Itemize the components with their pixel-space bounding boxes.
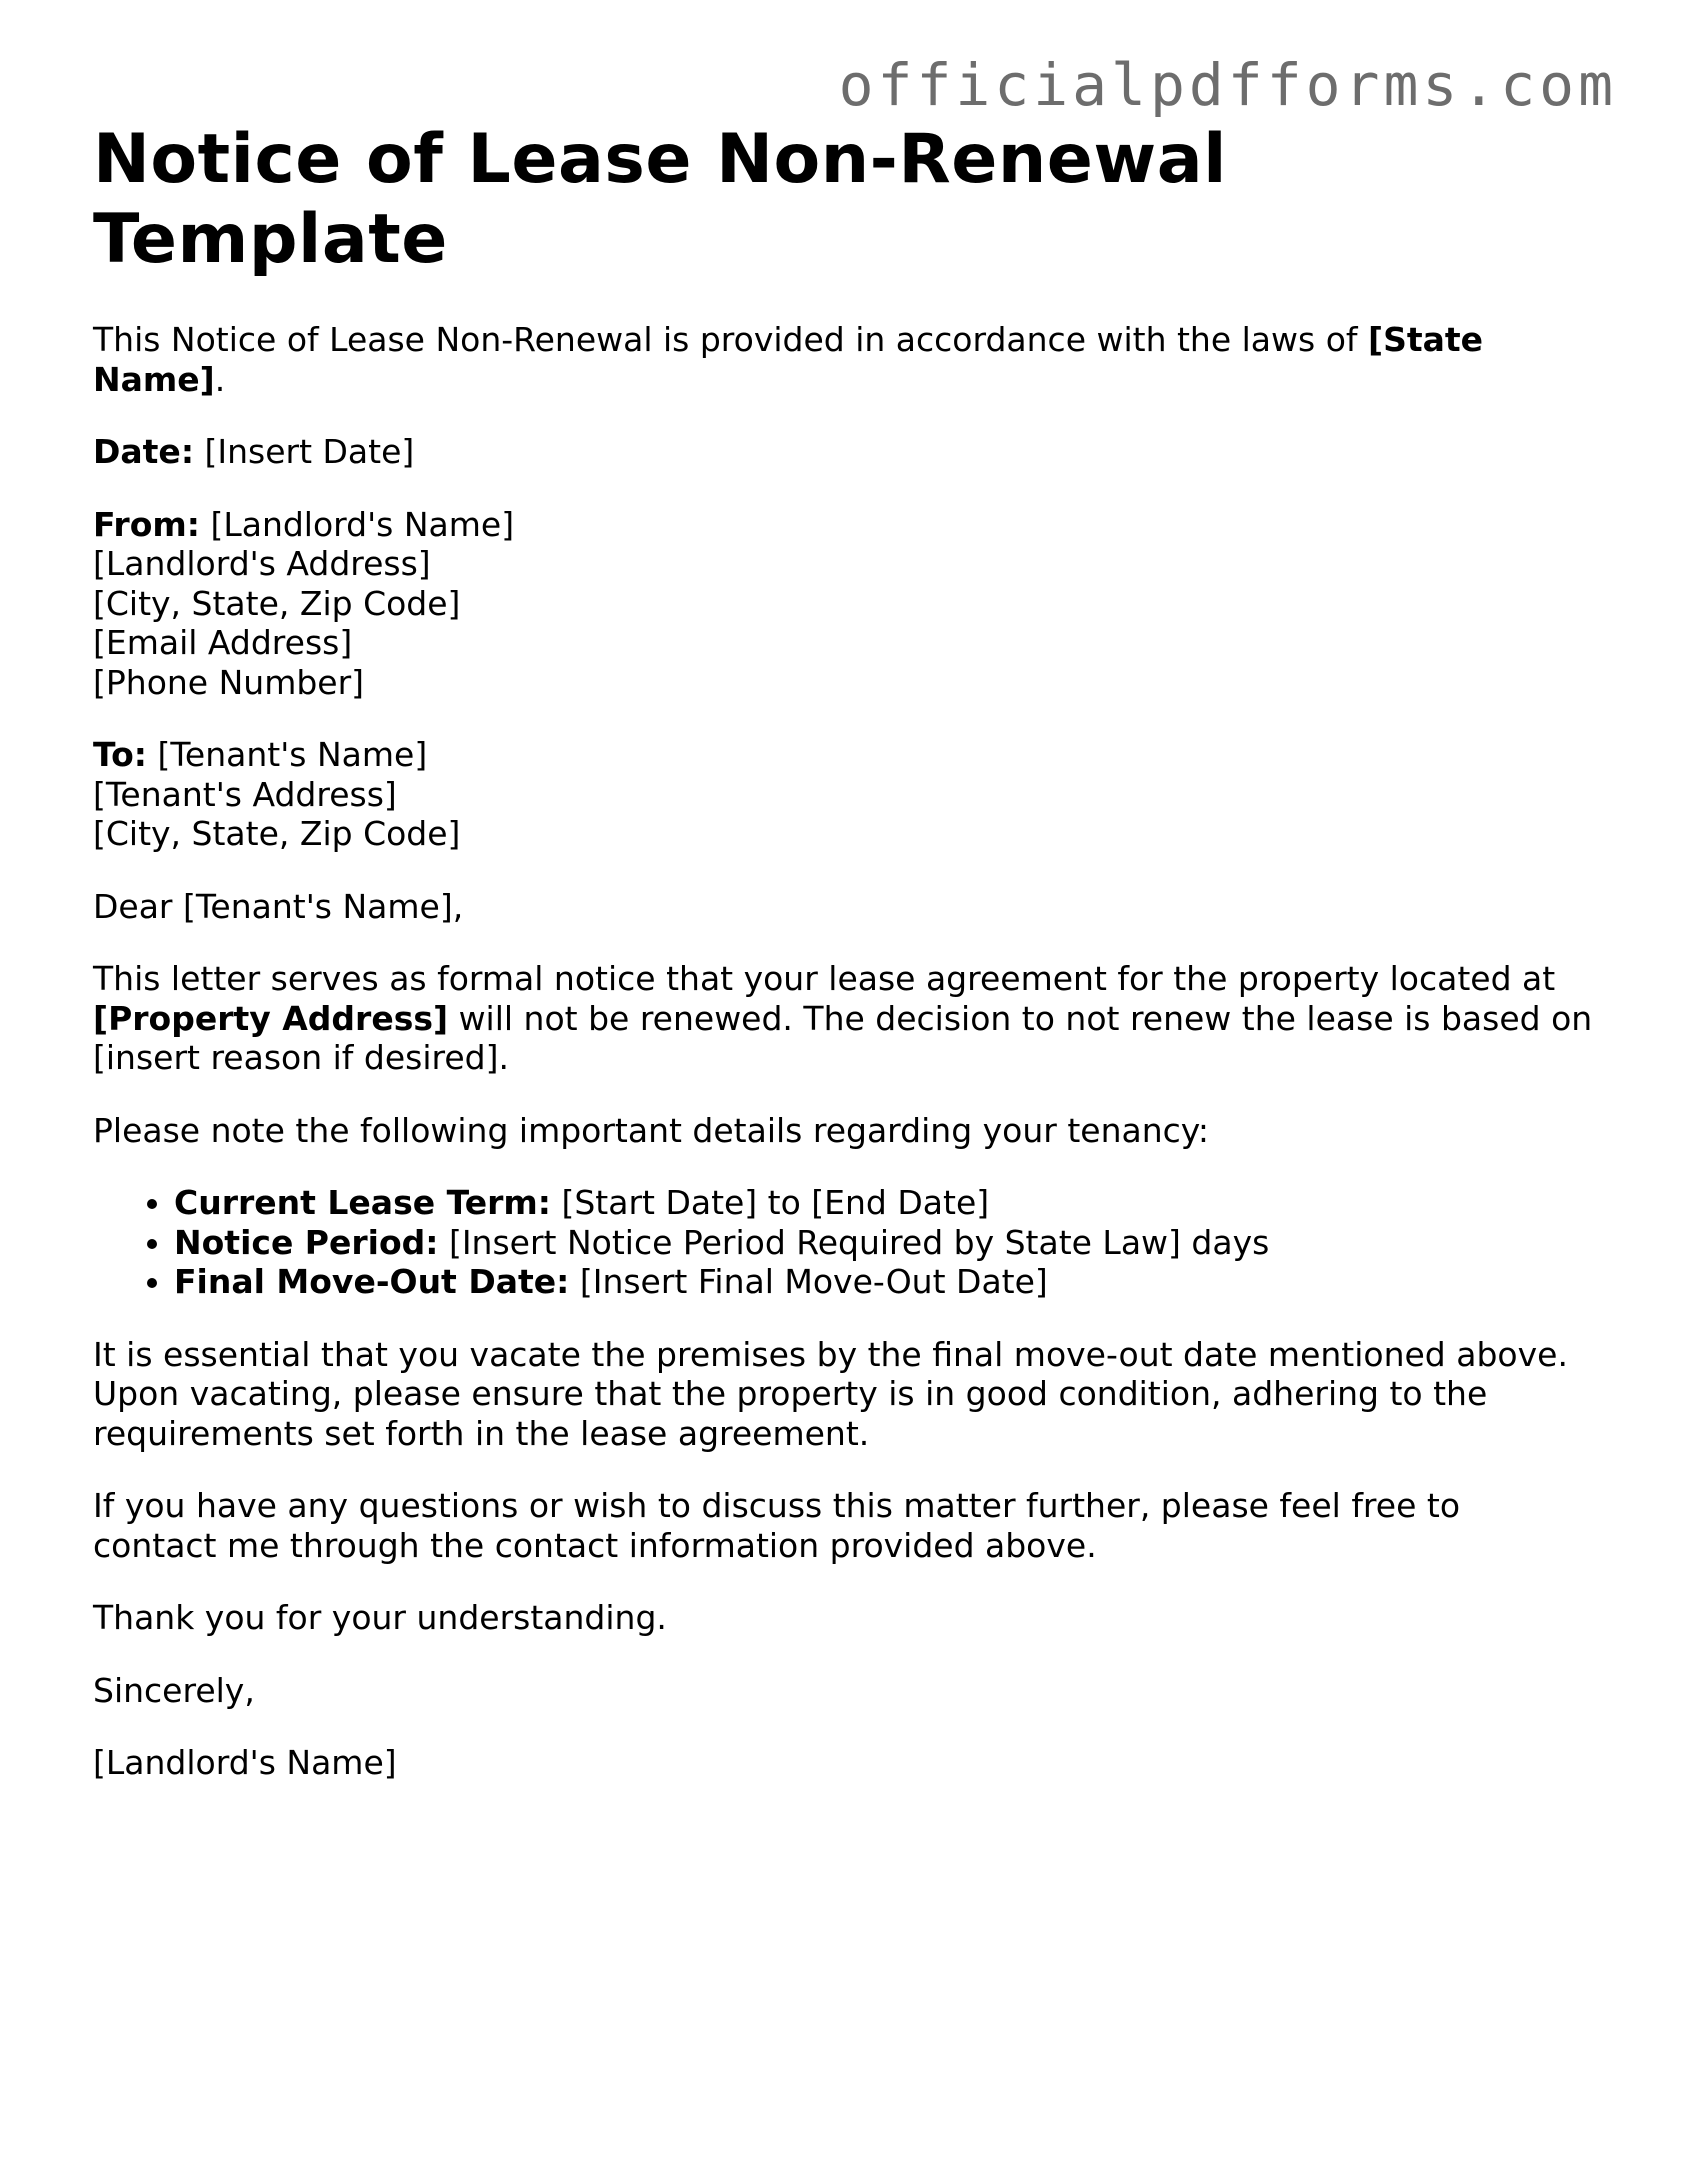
- detail-value: [Insert Final Move-Out Date]: [569, 1262, 1048, 1301]
- to-name-line: [93, 735, 1593, 775]
- detail-label: Notice Period:: [174, 1222, 439, 1262]
- salutation: Dear [Tenant's Name],: [93, 886, 464, 926]
- to-label: To:: [93, 735, 147, 774]
- notice-paragraph: [93, 959, 1593, 1078]
- watermark-text: officialpdfforms.com: [838, 51, 1617, 119]
- document-title: Notice of Lease Non-Renewal Template: [93, 120, 1227, 279]
- document-page: [93, 120, 1593, 1816]
- to-block: [93, 735, 1593, 854]
- list-item: [174, 1183, 1593, 1223]
- detail-value: [Insert Notice Period Required by State Law] days: [438, 1222, 1270, 1262]
- detail-label: Current Lease Term:: [174, 1183, 551, 1222]
- from-label: From:: [93, 504, 200, 544]
- letter-body: [93, 320, 1593, 1783]
- landlord-name: [Landlord's Name]: [199, 504, 515, 544]
- details-intro: Please note the following important details regarding your tenancy:: [93, 1110, 1210, 1150]
- from-block: [93, 505, 1593, 703]
- tenant-city: [City, State, Zip Code]: [93, 814, 461, 853]
- closing-line: Sincerely,: [93, 1670, 255, 1710]
- thanks-line: Thank you for your understanding.: [93, 1598, 667, 1637]
- intro-end: .: [214, 359, 226, 399]
- detail-label: Final Move-Out Date:: [174, 1262, 570, 1301]
- list-item: [174, 1262, 1593, 1302]
- list-item: [174, 1223, 1593, 1263]
- from-name-line: [93, 505, 1593, 545]
- property-address-placeholder: [Property Address]: [93, 998, 449, 1038]
- landlord-city: [City, State, Zip Code]: [93, 583, 461, 623]
- intro-paragraph: [93, 320, 1593, 399]
- tenant-name: [Tenant's Name]: [147, 735, 428, 774]
- contact-paragraph: If you have any questions or wish to discuss this matter further, please feel free to contact me through the contact information provided above.: [93, 1486, 1461, 1565]
- date-label: Date:: [93, 432, 195, 471]
- landlord-address: [Landlord's Address]: [93, 544, 431, 583]
- vacate-paragraph: It is essential that you vacate the premises by the final move-out date mentioned above. Upon vacating, please ensure that the property is in good condition, adhering to the requirements set forth in the lease agreement.: [93, 1334, 1568, 1453]
- landlord-phone: [Phone Number]: [93, 662, 365, 702]
- notice-text-after: will not be renewed. The decision to not renew the lease is based on [insert reason if desired].: [93, 998, 1593, 1077]
- details-list: [93, 1183, 1593, 1302]
- notice-text-before: This letter serves as formal notice that your lease agreement for the property located at: [93, 959, 1556, 998]
- landlord-email: [Email Address]: [93, 623, 353, 662]
- date-line: [93, 432, 1593, 472]
- tenant-address: [Tenant's Address]: [93, 774, 397, 814]
- detail-value: [Start Date] to [End Date]: [550, 1183, 990, 1222]
- intro-text: This Notice of Lease Non-Renewal is provided in accordance with the laws of: [93, 320, 1368, 359]
- date-value: [Insert Date]: [194, 432, 415, 471]
- state-name-placeholder: [State Name]: [93, 320, 1484, 399]
- signature-line: [Landlord's Name]: [93, 1743, 397, 1782]
